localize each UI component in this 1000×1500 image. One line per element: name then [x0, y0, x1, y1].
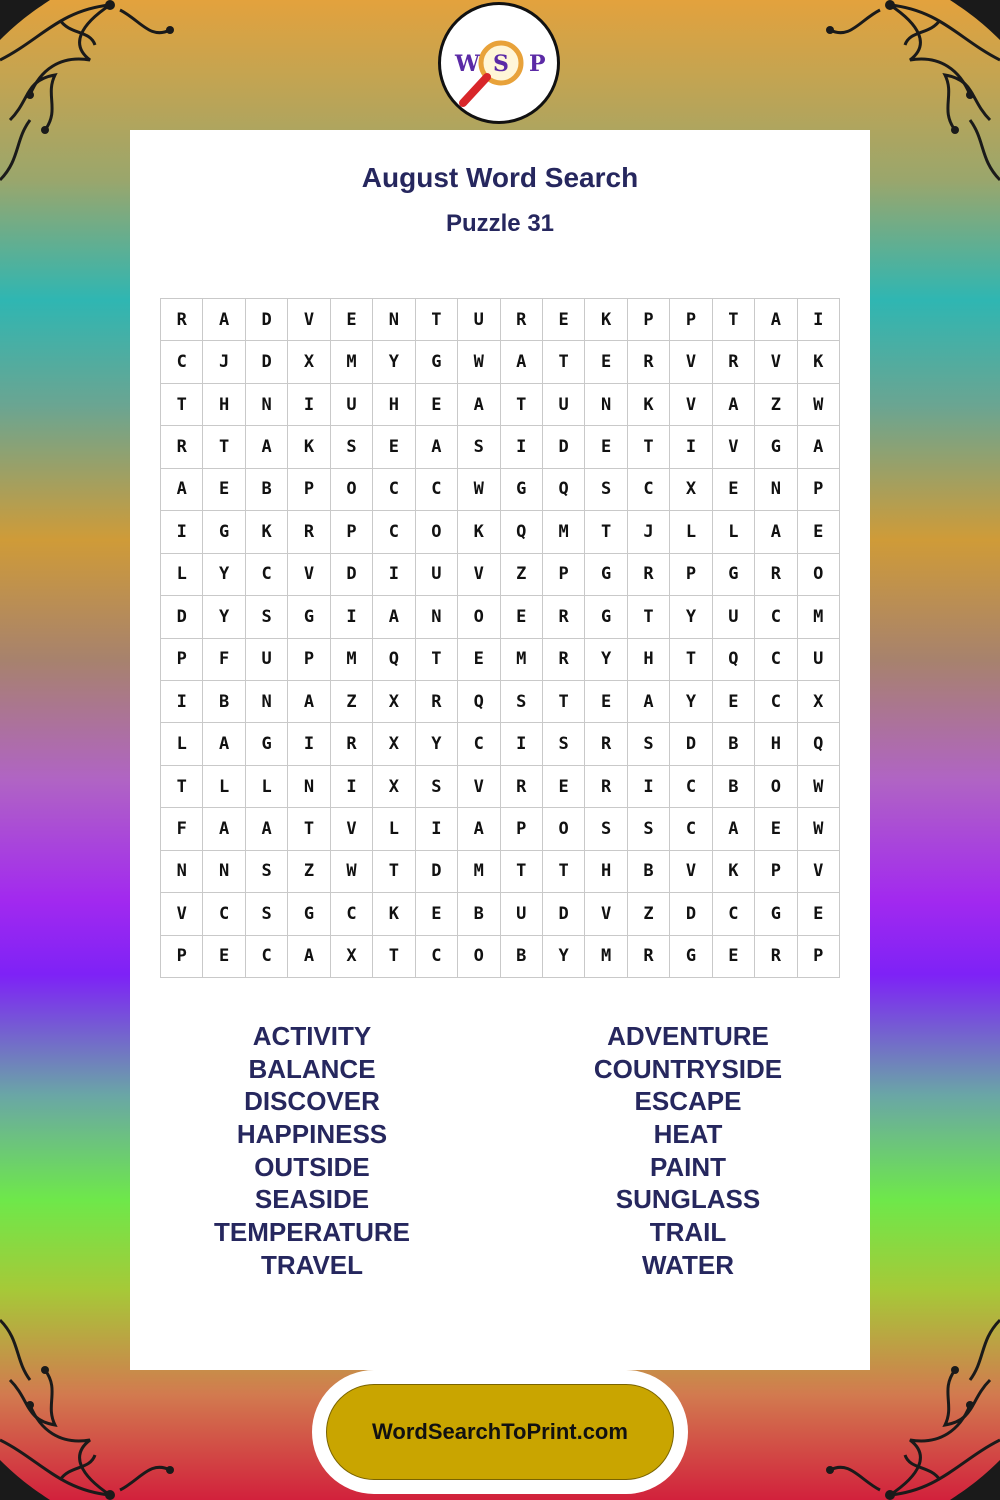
grid-cell[interactable]: S [585, 808, 627, 850]
grid-cell[interactable]: D [331, 554, 373, 596]
grid-cell[interactable]: A [246, 808, 288, 850]
grid-cell[interactable]: A [288, 681, 330, 723]
grid-cell[interactable]: T [416, 299, 458, 341]
grid-cell[interactable]: K [713, 851, 755, 893]
grid-cell[interactable]: R [628, 554, 670, 596]
grid-cell[interactable]: S [458, 426, 500, 468]
grid-cell[interactable]: E [585, 341, 627, 383]
grid-cell[interactable]: A [203, 723, 245, 765]
grid-cell[interactable]: G [203, 511, 245, 553]
grid-cell[interactable]: A [203, 808, 245, 850]
grid-cell[interactable]: K [628, 384, 670, 426]
grid-cell[interactable]: Q [458, 681, 500, 723]
word-item: ACTIVITY [252, 1021, 372, 1051]
word-item: HAPPINESS [236, 1119, 388, 1150]
grid-cell[interactable]: P [798, 936, 840, 978]
grid-cell[interactable]: P [288, 639, 330, 681]
grid-cell[interactable]: Q [501, 511, 543, 553]
grid-cell[interactable]: V [458, 766, 500, 808]
grid-cell[interactable]: T [628, 596, 670, 638]
grid-cell[interactable]: S [628, 808, 670, 850]
grid-cell[interactable]: G [501, 469, 543, 511]
grid-cell[interactable]: A [713, 808, 755, 850]
grid-cell[interactable]: E [755, 808, 797, 850]
logo-letter-w: W [455, 51, 480, 77]
grid-cell[interactable]: A [161, 469, 203, 511]
grid-cell[interactable]: G [246, 723, 288, 765]
grid-cell[interactable]: C [161, 341, 203, 383]
grid-cell[interactable]: T [373, 851, 415, 893]
grid-cell[interactable]: I [331, 766, 373, 808]
grid-cell[interactable]: U [416, 554, 458, 596]
grid-cell[interactable]: T [161, 766, 203, 808]
grid-cell[interactable]: H [585, 851, 627, 893]
grid-cell[interactable]: S [246, 596, 288, 638]
grid-cell[interactable]: G [585, 596, 627, 638]
grid-cell[interactable]: P [501, 808, 543, 850]
grid-cell[interactable]: T [543, 851, 585, 893]
grid-cell[interactable]: S [246, 893, 288, 935]
grid-cell[interactable]: H [755, 723, 797, 765]
grid-cell[interactable]: A [288, 936, 330, 978]
grid-cell[interactable]: C [670, 766, 712, 808]
grid-cell[interactable]: P [288, 469, 330, 511]
grid-cell[interactable]: Q [713, 639, 755, 681]
grid-cell[interactable]: S [246, 851, 288, 893]
grid-cell[interactable]: U [331, 384, 373, 426]
grid-cell[interactable]: M [458, 851, 500, 893]
grid-cell[interactable]: T [501, 384, 543, 426]
grid-cell[interactable]: D [246, 299, 288, 341]
grid-cell[interactable]: M [543, 511, 585, 553]
word-item: TEMPERATURE [214, 1217, 410, 1248]
grid-cell[interactable]: Y [203, 596, 245, 638]
grid-cell[interactable]: A [246, 426, 288, 468]
grid-cell[interactable]: K [458, 511, 500, 553]
grid-cell[interactable]: T [501, 851, 543, 893]
grid-cell[interactable]: T [373, 936, 415, 978]
grid-cell[interactable]: C [755, 639, 797, 681]
grid-cell[interactable]: N [246, 681, 288, 723]
grid-cell[interactable]: V [755, 341, 797, 383]
grid-cell[interactable]: Z [755, 384, 797, 426]
grid-cell[interactable]: I [331, 596, 373, 638]
grid-cell[interactable]: R [713, 341, 755, 383]
grid-cell[interactable]: W [331, 851, 373, 893]
grid-cell[interactable]: Y [543, 936, 585, 978]
grid-cell[interactable]: D [161, 596, 203, 638]
grid-cell[interactable]: E [798, 893, 840, 935]
grid-cell[interactable]: E [416, 384, 458, 426]
grid-cell[interactable]: B [713, 766, 755, 808]
grid-cell[interactable]: V [670, 851, 712, 893]
grid-cell[interactable]: O [798, 554, 840, 596]
grid-cell[interactable]: V [713, 426, 755, 468]
grid-cell[interactable]: N [203, 851, 245, 893]
grid-cell[interactable]: G [713, 554, 755, 596]
grid-cell[interactable]: J [628, 511, 670, 553]
grid-cell[interactable]: I [501, 723, 543, 765]
grid-cell[interactable]: A [501, 341, 543, 383]
grid-cell[interactable]: R [331, 723, 373, 765]
grid-cell[interactable]: U [543, 384, 585, 426]
grid-cell[interactable]: O [755, 766, 797, 808]
grid-cell[interactable]: C [246, 936, 288, 978]
word-list-right [528, 1020, 848, 1282]
grid-cell[interactable]: L [203, 766, 245, 808]
grid-cell[interactable]: T [628, 426, 670, 468]
grid-cell[interactable]: H [628, 639, 670, 681]
grid-cell[interactable]: K [798, 341, 840, 383]
grid-cell[interactable]: G [288, 893, 330, 935]
grid-cell[interactable]: T [203, 426, 245, 468]
grid-cell[interactable]: K [585, 299, 627, 341]
grid-cell[interactable]: Y [416, 723, 458, 765]
grid-cell[interactable]: W [458, 341, 500, 383]
grid-cell[interactable]: I [798, 299, 840, 341]
grid-cell[interactable]: E [458, 639, 500, 681]
word-item: TRAIL [649, 1217, 727, 1248]
grid-cell[interactable]: A [798, 426, 840, 468]
grid-cell[interactable]: R [288, 511, 330, 553]
grid-cell[interactable]: V [288, 554, 330, 596]
grid-cell[interactable]: L [713, 511, 755, 553]
grid-cell[interactable]: D [670, 723, 712, 765]
grid-cell[interactable]: E [203, 936, 245, 978]
grid-cell[interactable]: Y [670, 681, 712, 723]
logo-letter-s: S [493, 51, 509, 77]
grid-cell[interactable]: Y [373, 341, 415, 383]
grid-cell[interactable]: D [543, 426, 585, 468]
grid-cell[interactable]: X [373, 723, 415, 765]
grid-cell[interactable]: U [501, 893, 543, 935]
grid-cell[interactable]: X [373, 681, 415, 723]
grid-cell[interactable]: K [288, 426, 330, 468]
grid-cell[interactable]: C [458, 723, 500, 765]
grid-cell[interactable]: R [543, 596, 585, 638]
grid-cell[interactable]: I [161, 511, 203, 553]
grid-cell[interactable]: A [458, 384, 500, 426]
letter-grid [160, 298, 840, 978]
grid-cell[interactable]: X [373, 766, 415, 808]
grid-cell[interactable]: M [585, 936, 627, 978]
grid-cell[interactable]: B [203, 681, 245, 723]
grid-cell[interactable]: J [203, 341, 245, 383]
grid-cell[interactable]: B [628, 851, 670, 893]
grid-cell[interactable]: L [161, 723, 203, 765]
grid-cell[interactable]: E [416, 893, 458, 935]
grid-cell[interactable]: W [798, 808, 840, 850]
grid-cell[interactable]: C [755, 681, 797, 723]
word-item: TRAVEL [260, 1249, 364, 1280]
grid-cell[interactable]: M [501, 639, 543, 681]
grid-cell[interactable]: V [288, 299, 330, 341]
grid-cell[interactable]: T [670, 639, 712, 681]
grid-cell[interactable]: P [543, 554, 585, 596]
grid-cell[interactable]: B [501, 936, 543, 978]
grid-cell[interactable]: U [713, 596, 755, 638]
grid-cell[interactable]: A [203, 299, 245, 341]
grid-cell[interactable]: E [501, 596, 543, 638]
puzzle-number: Puzzle 31 [445, 210, 555, 237]
grid-cell[interactable]: P [670, 299, 712, 341]
grid-cell[interactable]: C [713, 893, 755, 935]
grid-cell[interactable]: A [755, 299, 797, 341]
grid-cell[interactable]: Z [331, 681, 373, 723]
grid-cell[interactable]: W [798, 766, 840, 808]
grid-cell[interactable]: U [798, 639, 840, 681]
grid-cell[interactable]: Y [585, 639, 627, 681]
grid-cell[interactable]: A [373, 596, 415, 638]
grid-cell[interactable]: L [670, 511, 712, 553]
grid-cell[interactable]: X [670, 469, 712, 511]
word-item: OUTSIDE [254, 1151, 370, 1182]
grid-cell[interactable]: L [246, 766, 288, 808]
grid-cell[interactable]: R [543, 639, 585, 681]
grid-cell[interactable]: M [798, 596, 840, 638]
grid-cell[interactable]: E [203, 469, 245, 511]
grid-cell[interactable]: V [585, 893, 627, 935]
grid-cell[interactable]: B [713, 723, 755, 765]
grid-cell[interactable]: V [331, 808, 373, 850]
grid-cell[interactable]: S [416, 766, 458, 808]
grid-cell[interactable]: R [755, 554, 797, 596]
grid-cell[interactable]: T [416, 639, 458, 681]
grid-cell[interactable]: C [373, 511, 415, 553]
grid-cell[interactable]: T [288, 808, 330, 850]
grid-cell[interactable]: P [628, 299, 670, 341]
grid-cell[interactable]: D [543, 893, 585, 935]
grid-cell[interactable]: Q [543, 469, 585, 511]
grid-cell[interactable]: D [246, 341, 288, 383]
grid-cell[interactable]: P [670, 554, 712, 596]
grid-cell[interactable]: S [331, 426, 373, 468]
grid-cell[interactable]: V [670, 341, 712, 383]
grid-cell[interactable]: Q [798, 723, 840, 765]
grid-cell[interactable]: S [501, 681, 543, 723]
grid-cell[interactable]: T [161, 384, 203, 426]
grid-cell[interactable]: T [543, 341, 585, 383]
grid-cell[interactable]: W [798, 384, 840, 426]
grid-cell[interactable]: O [458, 936, 500, 978]
grid-cell[interactable]: F [161, 808, 203, 850]
grid-cell[interactable]: E [713, 681, 755, 723]
grid-cell[interactable]: I [501, 426, 543, 468]
grid-cell[interactable]: R [755, 936, 797, 978]
word-item: SUNGLASS [615, 1184, 761, 1215]
word-item: ESCAPE [634, 1086, 742, 1117]
grid-cell[interactable]: E [585, 426, 627, 468]
grid-cell[interactable]: X [288, 341, 330, 383]
grid-cell[interactable]: O [543, 808, 585, 850]
grid-cell[interactable]: A [755, 511, 797, 553]
grid-cell[interactable]: E [373, 426, 415, 468]
grid-cell[interactable]: U [458, 299, 500, 341]
word-item: DISCOVER [244, 1086, 380, 1117]
grid-cell[interactable]: N [416, 596, 458, 638]
grid-cell[interactable]: Y [670, 596, 712, 638]
grid-cell[interactable]: O [331, 469, 373, 511]
grid-cell[interactable]: I [288, 384, 330, 426]
grid-cell[interactable]: E [798, 511, 840, 553]
grid-cell[interactable]: Z [501, 554, 543, 596]
word-item: BALANCE [248, 1053, 376, 1084]
grid-cell[interactable]: M [331, 639, 373, 681]
grid-cell[interactable]: G [288, 596, 330, 638]
grid-cell[interactable]: T [585, 511, 627, 553]
page-title: August Word Search [361, 162, 639, 193]
grid-cell[interactable]: T [543, 681, 585, 723]
grid-cell[interactable]: C [331, 893, 373, 935]
grid-cell[interactable]: S [543, 723, 585, 765]
grid-cell[interactable]: P [755, 851, 797, 893]
grid-cell[interactable]: I [628, 766, 670, 808]
grid-cell[interactable]: E [585, 681, 627, 723]
word-item: PAINT [649, 1151, 727, 1182]
grid-cell[interactable]: M [331, 341, 373, 383]
word-item: SEASIDE [254, 1184, 370, 1215]
grid-cell[interactable]: Q [373, 639, 415, 681]
grid-cell[interactable]: R [416, 681, 458, 723]
word-item: ADVENTURE [607, 1021, 769, 1051]
grid-cell[interactable]: K [246, 511, 288, 553]
grid-cell[interactable]: R [585, 723, 627, 765]
grid-cell[interactable]: N [288, 766, 330, 808]
grid-cell[interactable]: C [373, 469, 415, 511]
grid-cell[interactable]: E [331, 299, 373, 341]
grid-cell[interactable]: K [373, 893, 415, 935]
grid-cell[interactable]: U [246, 639, 288, 681]
grid-cell[interactable]: C [416, 936, 458, 978]
grid-cell[interactable]: W [458, 469, 500, 511]
grid-cell[interactable]: X [798, 681, 840, 723]
grid-cell[interactable]: R [585, 766, 627, 808]
grid-cell[interactable]: P [331, 511, 373, 553]
grid-cell[interactable]: O [458, 596, 500, 638]
grid-cell[interactable]: A [416, 426, 458, 468]
word-item: WATER [642, 1249, 734, 1280]
grid-cell[interactable]: H [373, 384, 415, 426]
grid-cell[interactable]: T [713, 299, 755, 341]
grid-cell[interactable]: D [670, 893, 712, 935]
grid-cell[interactable]: N [246, 384, 288, 426]
grid-cell[interactable]: C [416, 469, 458, 511]
grid-cell[interactable]: G [755, 426, 797, 468]
grid-cell[interactable]: P [161, 936, 203, 978]
grid-cell[interactable]: I [416, 808, 458, 850]
grid-cell[interactable]: E [543, 766, 585, 808]
grid-cell[interactable]: G [755, 893, 797, 935]
grid-cell[interactable]: S [628, 723, 670, 765]
grid-cell[interactable]: V [798, 851, 840, 893]
grid-cell[interactable]: L [373, 808, 415, 850]
grid-cell[interactable]: G [416, 341, 458, 383]
grid-cell[interactable]: D [416, 851, 458, 893]
grid-cell[interactable]: F [203, 639, 245, 681]
grid-cell[interactable]: S [585, 469, 627, 511]
grid-cell[interactable]: B [246, 469, 288, 511]
grid-cell[interactable]: I [373, 554, 415, 596]
grid-cell[interactable]: P [798, 469, 840, 511]
grid-cell[interactable]: Z [628, 893, 670, 935]
grid-cell[interactable]: Z [288, 851, 330, 893]
grid-cell[interactable]: N [161, 851, 203, 893]
grid-cell[interactable]: A [628, 681, 670, 723]
site-link[interactable]: WordSearchToPrint.com [326, 1384, 674, 1480]
grid-cell[interactable]: R [161, 299, 203, 341]
grid-cell[interactable]: C [203, 893, 245, 935]
grid-cell[interactable]: X [331, 936, 373, 978]
grid-cell[interactable]: H [203, 384, 245, 426]
grid-cell[interactable]: C [246, 554, 288, 596]
word-item: COUNTRYSIDE [593, 1053, 783, 1084]
grid-cell[interactable]: V [670, 384, 712, 426]
word-item: HEAT [653, 1119, 723, 1150]
grid-cell[interactable]: C [628, 469, 670, 511]
grid-cell[interactable]: N [585, 384, 627, 426]
magnifier-icon [441, 5, 557, 121]
grid-cell[interactable]: P [161, 639, 203, 681]
grid-cell[interactable]: L [161, 554, 203, 596]
grid-cell[interactable]: R [501, 766, 543, 808]
grid-cell[interactable]: C [670, 808, 712, 850]
grid-cell[interactable]: B [458, 893, 500, 935]
grid-cell[interactable]: A [458, 808, 500, 850]
grid-cell[interactable]: R [161, 426, 203, 468]
grid-cell[interactable]: R [501, 299, 543, 341]
grid-cell[interactable]: Y [203, 554, 245, 596]
grid-cell[interactable]: E [713, 469, 755, 511]
grid-cell[interactable]: N [755, 469, 797, 511]
grid-cell[interactable]: E [713, 936, 755, 978]
grid-cell[interactable]: G [585, 554, 627, 596]
grid-cell[interactable]: I [288, 723, 330, 765]
wsp-logo[interactable] [438, 2, 560, 124]
grid-cell[interactable]: G [670, 936, 712, 978]
word-list-left [152, 1020, 472, 1282]
grid-cell[interactable]: E [543, 299, 585, 341]
logo-letter-p: P [529, 51, 546, 77]
grid-cell[interactable]: I [161, 681, 203, 723]
grid-cell[interactable]: I [670, 426, 712, 468]
grid-cell[interactable]: V [161, 893, 203, 935]
grid-cell[interactable]: V [458, 554, 500, 596]
grid-cell[interactable]: R [628, 936, 670, 978]
grid-cell[interactable]: C [755, 596, 797, 638]
grid-cell[interactable]: A [713, 384, 755, 426]
grid-cell[interactable]: O [416, 511, 458, 553]
grid-cell[interactable]: N [373, 299, 415, 341]
grid-cell[interactable]: R [628, 341, 670, 383]
